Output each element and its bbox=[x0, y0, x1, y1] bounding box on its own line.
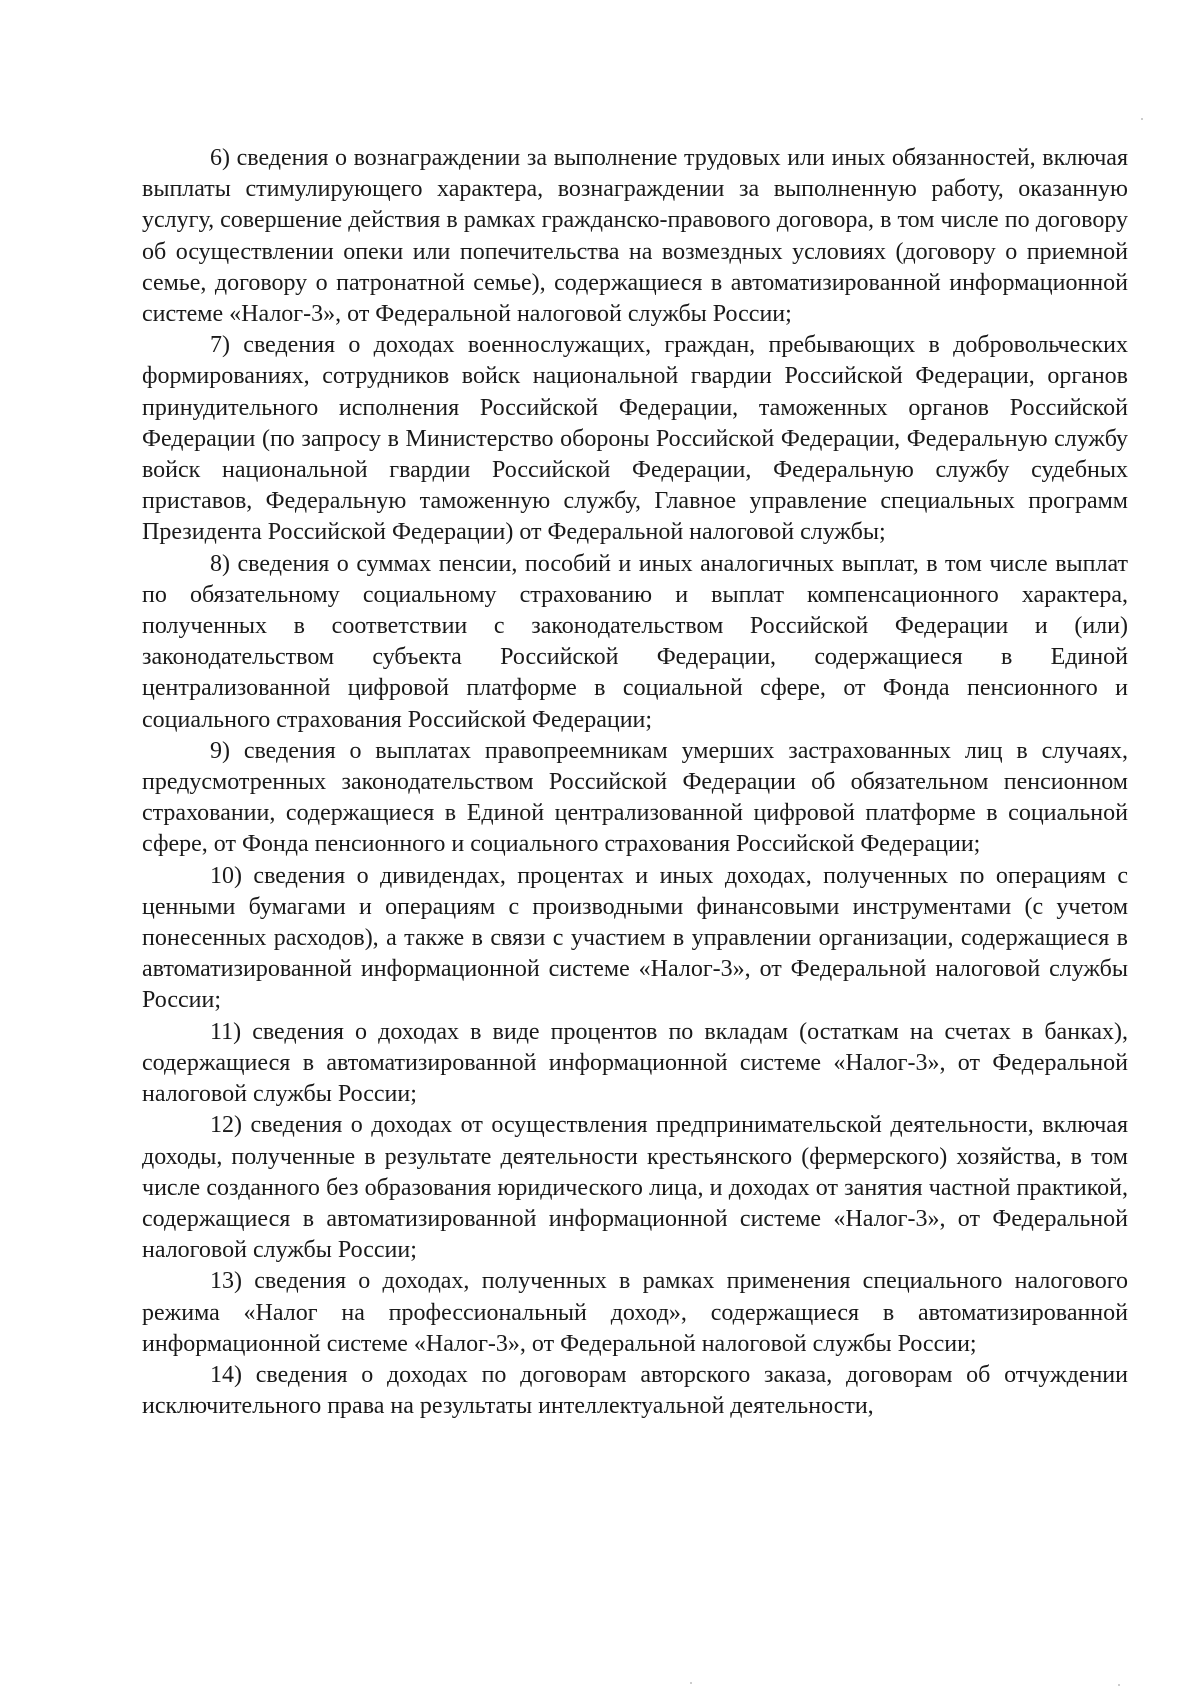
paragraph-item-13: 13) сведения о доходах, полученных в рамках применения специального налогового режима «Налог на профессиональный доход», содержащиеся в автоматизированной информационной системе «Налог-3», от Федеральной налоговой службы России; bbox=[142, 1268, 1128, 1357]
paragraph-item-10: 10) сведения о дивидендах, процентах и иных доходах, полученных по операциям с ценными бумагами и операциям с производными финансовыми инструментами (с учетом понесенных расходов), а также в связи с участием в управлении организации, содержащиеся в автоматизированной информационной системе «Налог-3», от Федеральной налоговой службы России; bbox=[142, 862, 1128, 1014]
paragraph-item-8: 8) сведения о суммах пенсии, пособий и иных аналогичных выплат, в том числе выплат по обязательному социальному страхованию и выплат компенсационного характера, полученных в соответствии с законодательством Российской Федерации и (или) законодательством субъекта Российской Федерации, содержащиеся в Единой централизованной цифровой платформе в социальной сфере, от Фонда пенсионного и социального страхования Российской Федерации; bbox=[142, 550, 1128, 733]
scan-speck bbox=[690, 1682, 692, 1684]
document-body bbox=[142, 143, 1128, 1422]
paragraph-item-7: 7) сведения о доходах военнослужащих, граждан, пребывающих в добровольческих формированиях, сотрудников войск национальной гвардии Российской Федерации, органов принудительного исполнения Российской Федерации, таможенных органов Российской Федерации (по запросу в Министерство обороны Российской Федерации, Федеральную службу войск национальной гвардии Российской Федерации, Федеральную службу судебных приставов, Федеральную таможенную службу, Главное управление специальных программ Президента Российской Федерации) от Федеральной налоговой службы; bbox=[142, 332, 1128, 546]
scan-speck bbox=[1118, 1684, 1120, 1686]
paragraph-item-9: 9) сведения о выплатах правопреемникам умерших застрахованных лиц в случаях, предусмотренных законодательством Российской Федерации об обязательном пенсионном страховании, содержащиеся в Единой централизованной цифровой платформе в социальной сфере, от Фонда пенсионного и социального страхования Российской Федерации; bbox=[142, 737, 1128, 858]
paragraph-item-14: 14) сведения о доходах по договорам авторского заказа, договорам об отчуждении исключительного права на результаты интеллектуальной деятельности, bbox=[142, 1361, 1128, 1420]
paragraph-item-11: 11) сведения о доходах в виде процентов по вкладам (остаткам на счетах в банках), содержащиеся в автоматизированной информационной системе «Налог-3», от Федеральной налоговой службы России; bbox=[142, 1018, 1128, 1108]
paragraph-item-12: 12) сведения о доходах от осуществления предпринимательской деятельности, включая доходы, полученные в результате деятельности крестьянского (фермерского) хозяйства, в том числе созданного без образования юридического лица, и доходах от занятия частной практикой, содержащиеся в автоматизированной информационной системе «Налог-3», от Федеральной налоговой службы России; bbox=[142, 1112, 1128, 1264]
scan-speck bbox=[1141, 118, 1143, 120]
paragraph-item-6: 6) сведения о вознаграждении за выполнение трудовых или иных обязанностей, включая выплаты стимулирующего характера, вознаграждении за выполненную работу, оказанную услугу, совершение действия в рамках гражданско-правового договора, в том числе по договору об осуществлении опеки или попечительства на возмездных условиях (договору о приемной семье, договору о патронатной семье), содержащиеся в автоматизированной информационной системе «Налог-3», от Федеральной налоговой службы России; bbox=[142, 145, 1128, 328]
